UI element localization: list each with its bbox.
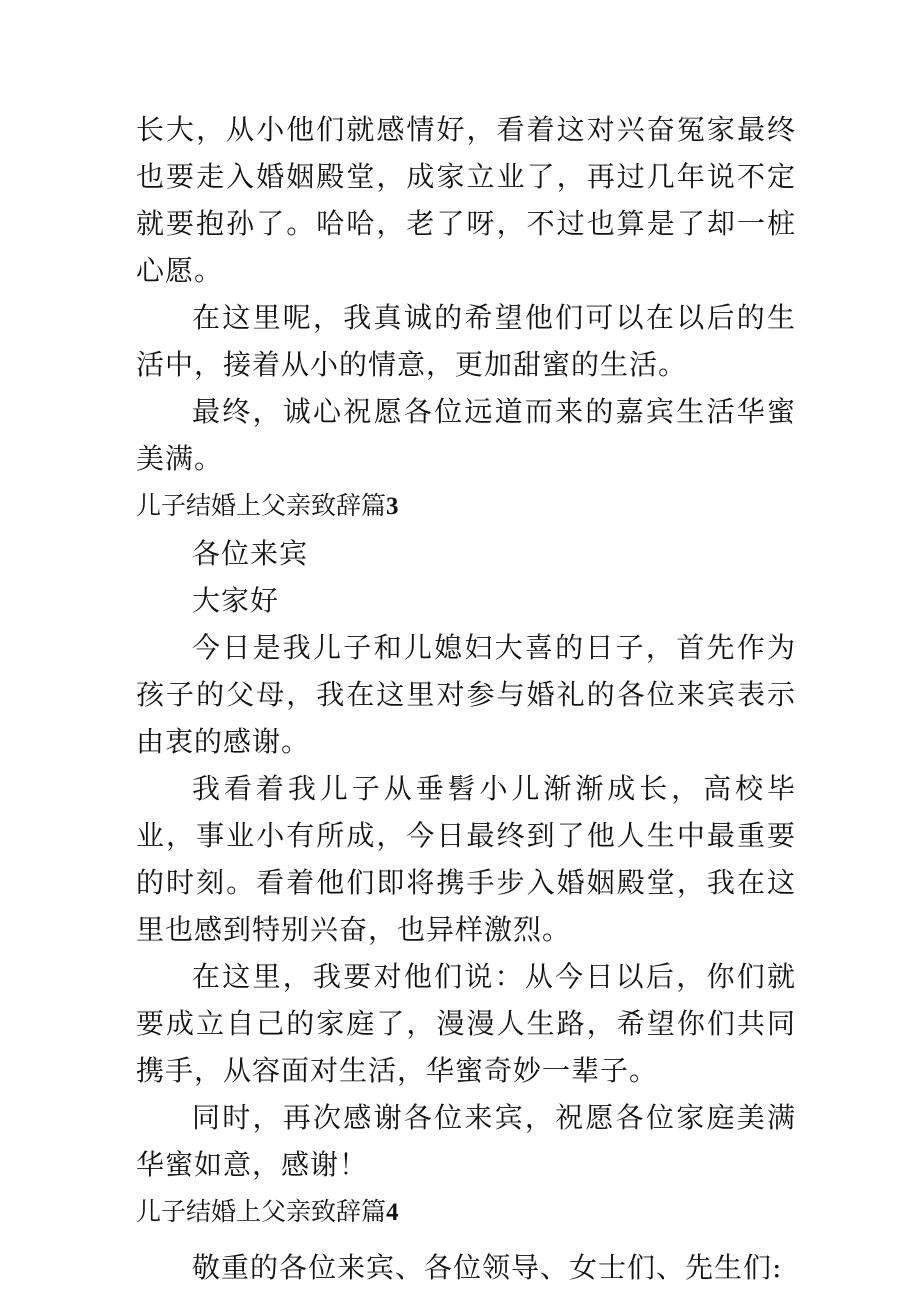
section-heading-3 [136, 482, 796, 530]
document-body [136, 106, 796, 1291]
section-heading-text: 儿子结婚上父亲致辞篇 [136, 491, 387, 520]
paragraph: 在这里，我要对他们说：从今日以后，你们就要成立自己的家庭了，漫漫人生路，希望你们共同携手，从容面对生活，华蜜奇妙一辈子。 [136, 960, 796, 1087]
paragraph: 同时，再次感谢各位来宾，祝愿各位家庭美满华蜜如意，感谢！ [136, 1101, 796, 1181]
paragraph: 长大，从小他们就感情好，看着这对兴奋冤家最终也要走入婚姻殿堂，成家立业了，再过几年说不定就要抱孙了。哈哈，老了呀，不过也算是了却一桩心愿。 [136, 113, 796, 287]
section-heading-number: 3 [386, 493, 399, 520]
paragraph: 各位来宾 [192, 537, 309, 570]
paragraph: 我看着我儿子从垂髫小儿渐渐成长，高校毕业，事业小有所成，今日最终到了他人生中最重要的时刻。看着他们即将携手步入婚姻殿堂，我在这里也感到特别兴奋，也异样激烈。 [136, 772, 796, 946]
paragraph: 敬重的各位来宾、各位领导、女士们、先生们: [192, 1251, 783, 1284]
paragraph: 大家好 [192, 584, 280, 617]
paragraph: 在这里呢，我真诚的希望他们可以在以后的生活中，接着从小的情意，更加甜蜜的生活。 [136, 301, 796, 381]
section-heading-number: 4 [386, 1199, 399, 1226]
paragraph: 最终，诚心祝愿各位远道而来的嘉宾生活华蜜美满。 [136, 395, 796, 475]
section-heading-text: 儿子结婚上父亲致辞篇 [136, 1197, 387, 1226]
section-heading-4 [136, 1188, 796, 1236]
paragraph: 今日是我儿子和儿媳妇大喜的日子，首先作为孩子的父母，我在这里对参与婚礼的各位来宾表示由衷的感谢。 [136, 631, 796, 758]
